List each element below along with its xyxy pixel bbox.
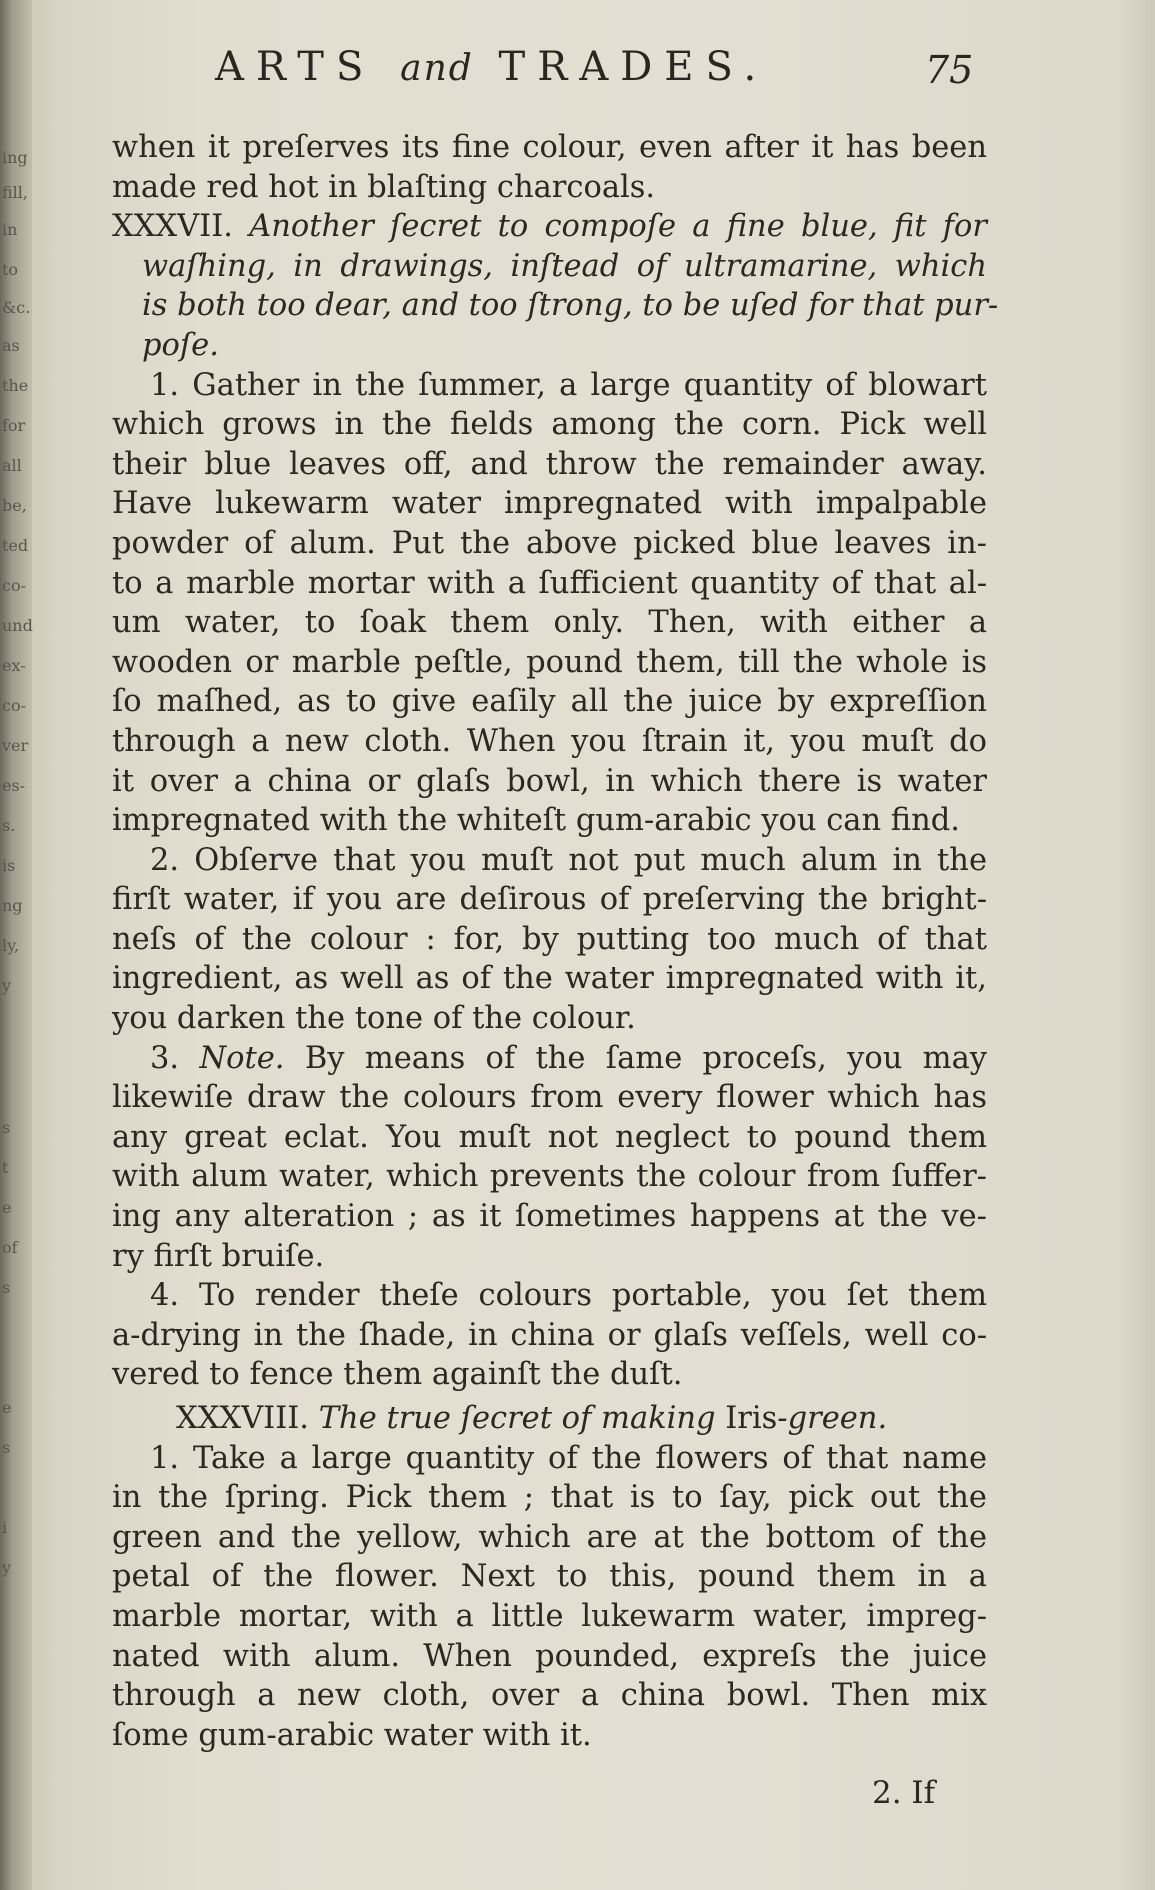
text-line: a-drying in the ſhade, in china or glaſs veſſels, well co- (112, 1317, 987, 1353)
paragraph-2-line: 2. Obſerve that you muſt not put much alum in the (150, 842, 987, 878)
text-line: with alum water, which prevents the colour from ſuffer- (112, 1159, 987, 1195)
bleed-text: e (2, 1398, 12, 1417)
text-line: through a new cloth, over a china bowl. Then mix (112, 1678, 987, 1714)
bleed-text: y (2, 976, 12, 995)
paragraph-1-line: 1. Gather in the ſummer, a large quantity of blowart (150, 367, 987, 403)
section-title-line: is both too dear, and too ſtrong, to be uſed for that pur- (142, 288, 999, 324)
section-number: XXXVII. (112, 209, 233, 245)
text-line: ſo maſhed, as to give eaſily all the juice by expreſſion (112, 684, 987, 720)
text-line: likewiſe draw the colours from every flower which has (112, 1080, 987, 1116)
bleed-text: s (2, 1438, 11, 1457)
bleed-text: is (2, 856, 16, 875)
section-title-line: Another ſecret to compoſe a fine blue, fit for (249, 209, 987, 245)
bleed-text: co- (2, 576, 26, 595)
text-line: made red hot in blaſting charcoals. (112, 169, 656, 205)
bleed-text: e (2, 1198, 12, 1217)
text-line: Have lukewarm water impregnated with impalpable (112, 486, 987, 522)
bleed-text: of (2, 1238, 18, 1257)
bleed-text: the (2, 376, 29, 395)
text-line: um water, to ſoak them only. Then, with either a (112, 605, 987, 641)
paragraph-3-line: 3. Note. By means of the ſame proceſs, you may (150, 1040, 988, 1076)
running-head-arts: ARTS (215, 44, 376, 90)
text-line: firſt water, if you are deſirous of preſerving the bright- (112, 882, 987, 918)
bleed-text: fill, (2, 183, 28, 202)
text-line: ingredient, as well as of the water impregnated with it, (112, 961, 987, 997)
bleed-text: i (2, 1518, 8, 1537)
text-line: in the ſpring. Pick them ; that is to ſay, pick out the (112, 1480, 987, 1516)
bleed-text: co- (2, 696, 26, 715)
text-line: nated with alum. When pounded, expreſs the juice (112, 1638, 987, 1674)
bleed-text: in (2, 220, 18, 239)
bleed-text: as (2, 336, 20, 355)
text-line: ry firſt bruiſe. (112, 1238, 325, 1274)
text-line: green and the yellow, which are at the bottom of the (112, 1519, 987, 1555)
bleed-text: for (2, 416, 26, 435)
bleed-text: es- (2, 776, 26, 795)
text-line: powder of alum. Put the above picked blue leaves in- (112, 525, 987, 561)
bleed-text: ex- (2, 656, 26, 675)
bleed-text: to (2, 260, 19, 279)
bleed-text: ng (2, 896, 23, 915)
text-line: you darken the tone of the colour. (112, 1001, 636, 1037)
text-line: when it preſerves its fine colour, even after it has been (112, 130, 987, 165)
catchword: 2. If (872, 1775, 936, 1811)
running-head (215, 44, 1015, 94)
bleed-text: s (2, 1118, 11, 1137)
bleed-text: y (2, 1558, 12, 1577)
text-line: it over a china or glaſs bowl, in which there is water (112, 763, 987, 799)
paragraph-4-line: 4. To render theſe colours portable, you ſet them (150, 1278, 987, 1314)
page-gutter (0, 0, 32, 1890)
bleed-text: ing (2, 148, 28, 167)
section-title-line: poſe. (142, 327, 219, 363)
bleed-text: ver (2, 736, 29, 755)
bleed-text: und (2, 616, 33, 635)
section-heading-xxxvii (112, 207, 987, 247)
text-line: through a new cloth. When you ſtrain it, you muſt do (112, 723, 987, 759)
section-heading-xxxviii: XXXVIII. The true ſecret of making Iris-green. (176, 1401, 888, 1436)
note-label: Note. (199, 1040, 285, 1076)
text-line: neſs of the colour : for, by putting too much of that (112, 921, 987, 957)
text-line: ing any alteration ; as it ſometimes happens at the ve- (112, 1199, 987, 1235)
body-text (112, 128, 999, 1755)
bleed-text: all (2, 456, 22, 475)
text-line: vered to fence them againſt the duſt. (112, 1357, 683, 1393)
text-line: petal of the flower. Next to this, pound them in a (112, 1559, 987, 1595)
text-line: wooden or marble peſtle, pound them, till the whole is (112, 644, 987, 680)
bleed-text: ted (2, 536, 29, 555)
bleed-text: be, (2, 496, 27, 515)
bleed-text: s. (2, 816, 16, 835)
text-line: to a marble mortar with a ſufficient quantity of that al- (112, 565, 987, 601)
running-head-and: and (400, 48, 474, 89)
paragraph-5-line: 1. Take a large quantity of the flowers of that name (150, 1440, 987, 1476)
section-title-line: waſhing, in drawings, inſtead of ultramarine, which (142, 248, 987, 284)
bleed-text: &c. (2, 298, 31, 317)
bleed-text: s (2, 1278, 11, 1297)
text-line: marble mortar, with a little lukewarm water, impreg- (112, 1598, 987, 1634)
bleed-text: ly, (2, 936, 20, 955)
bleed-text: t (2, 1158, 9, 1177)
page-number: 75 (925, 48, 974, 92)
text-line: which grows in the fields among the corn. Pick well (112, 407, 987, 443)
text-line: ſome gum-arabic water with it. (112, 1717, 592, 1753)
text-line: their blue leaves off, and throw the remainder away. (112, 446, 987, 482)
text-line: impregnated with the whiteſt gum-arabic you can find. (112, 803, 960, 839)
text-line: any great eclat. You muſt not neglect to pound them (112, 1119, 987, 1155)
running-head-trades: TRADES. (498, 44, 769, 90)
